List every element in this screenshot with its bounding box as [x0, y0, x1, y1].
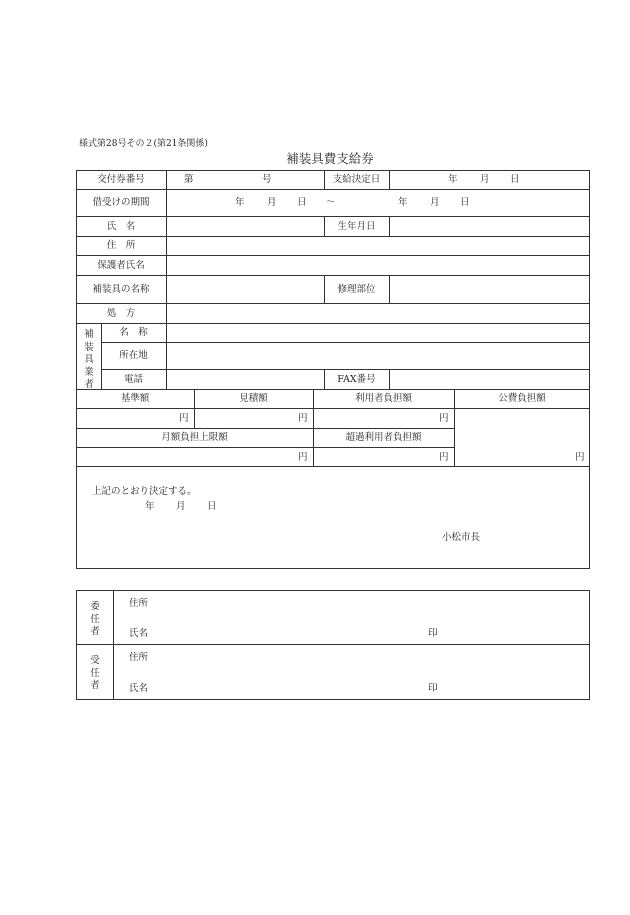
excess-burden-field[interactable]: [315, 449, 437, 465]
address-field[interactable]: [168, 238, 588, 254]
decision-day: 日: [207, 501, 217, 512]
guardian-name-label: 保護者氏名: [97, 260, 145, 271]
decision-year: 年: [145, 501, 155, 512]
form-title: 補装具費支給券: [286, 151, 374, 166]
decision-date-label: 支給決定日: [332, 174, 381, 185]
loan-start-day: 日: [297, 197, 307, 208]
loan-end-day: 日: [460, 197, 470, 208]
loan-start-month: 月: [267, 197, 277, 208]
guardian-name-field[interactable]: [168, 257, 588, 274]
excess-burden-yen: 円: [439, 452, 449, 463]
ticket-number-suffix: 号: [262, 174, 272, 185]
name-label: 氏 名: [106, 221, 136, 232]
standard-amount-header: 基準額: [120, 393, 150, 404]
vendor-name-label: 名 称: [119, 327, 148, 338]
device-name-field[interactable]: [168, 277, 322, 302]
decision-month: 月: [176, 501, 186, 512]
delegate-label: 委任者: [90, 601, 100, 637]
monthly-limit-field[interactable]: [78, 449, 296, 465]
repair-part-field[interactable]: [391, 277, 587, 302]
user-burden-header: 利用者負担額: [354, 393, 412, 404]
delegate-name-label: 氏名: [129, 628, 149, 639]
vendor-phone-field[interactable]: [168, 371, 322, 388]
delegate-seal: 印: [428, 628, 438, 639]
ticket-number-field[interactable]: [190, 172, 260, 188]
loan-start-year: 年: [235, 197, 245, 208]
decision-date-field[interactable]: [391, 172, 587, 188]
public-burden-field[interactable]: [456, 410, 573, 465]
public-burden-yen: 円: [575, 452, 585, 463]
receiver-name-label: 氏名: [129, 683, 149, 694]
vendor-address-label: 所在地: [119, 350, 148, 361]
monthly-limit-label: 月額負担上限額: [161, 432, 228, 443]
form-number: 様式第28号その２(第21条関係): [79, 139, 208, 149]
birthdate-field[interactable]: [391, 218, 587, 235]
loan-period-label: 借受けの期間: [92, 197, 150, 208]
vendor-phone-label: 電話: [123, 374, 143, 385]
delegate-address-field[interactable]: [150, 595, 580, 611]
monthly-limit-yen: 円: [298, 452, 308, 463]
estimate-amount-field[interactable]: [196, 410, 296, 427]
device-name-label: 補装具の名称: [92, 284, 150, 295]
vendor-fax-label: FAX番号: [337, 374, 376, 385]
excess-burden-label: 超過利用者負担額: [345, 432, 422, 443]
delegate-name-field[interactable]: [150, 625, 420, 641]
estimate-amount-yen: 円: [298, 413, 308, 424]
user-burden-field[interactable]: [315, 410, 437, 427]
vendor-group-label: 補装具業者: [84, 329, 94, 390]
address-label: 住 所: [106, 240, 136, 251]
loan-period-field[interactable]: [168, 191, 588, 215]
estimate-amount-header: 見積額: [239, 393, 268, 404]
receiver-name-field[interactable]: [150, 680, 420, 696]
birthdate-label: 生年月日: [337, 221, 376, 232]
name-field[interactable]: [168, 218, 322, 235]
standard-amount-yen: 円: [179, 413, 189, 424]
user-burden-yen: 円: [439, 413, 449, 424]
loan-period-tilde: 〜: [326, 197, 336, 208]
public-burden-header: 公費負担額: [498, 393, 546, 404]
decision-date-month: 月: [480, 174, 490, 185]
decision-date-year: 年: [448, 174, 458, 185]
loan-end-month: 月: [430, 197, 440, 208]
vendor-name-field[interactable]: [168, 325, 588, 341]
decision-text: 上記のとおり決定する。: [92, 486, 197, 497]
receiver-label: 受任者: [90, 655, 100, 691]
delegate-address-label: 住所: [129, 598, 149, 609]
vendor-address-field[interactable]: [168, 344, 588, 368]
receiver-address-label: 住所: [129, 652, 149, 663]
receiver-address-field[interactable]: [150, 649, 580, 665]
decision-date-day: 日: [510, 174, 520, 185]
repair-part-label: 修理部位: [337, 284, 376, 295]
ticket-number-label: 交付券番号: [97, 174, 145, 185]
prescription-label: 処 方: [106, 308, 136, 319]
receiver-seal: 印: [428, 683, 438, 694]
ticket-number-prefix: 第: [184, 174, 194, 185]
prescription-field[interactable]: [168, 305, 588, 322]
vendor-fax-field[interactable]: [391, 371, 587, 388]
loan-end-year: 年: [398, 197, 408, 208]
issuer-name: 小松市長: [442, 532, 481, 543]
standard-amount-field[interactable]: [78, 410, 178, 427]
